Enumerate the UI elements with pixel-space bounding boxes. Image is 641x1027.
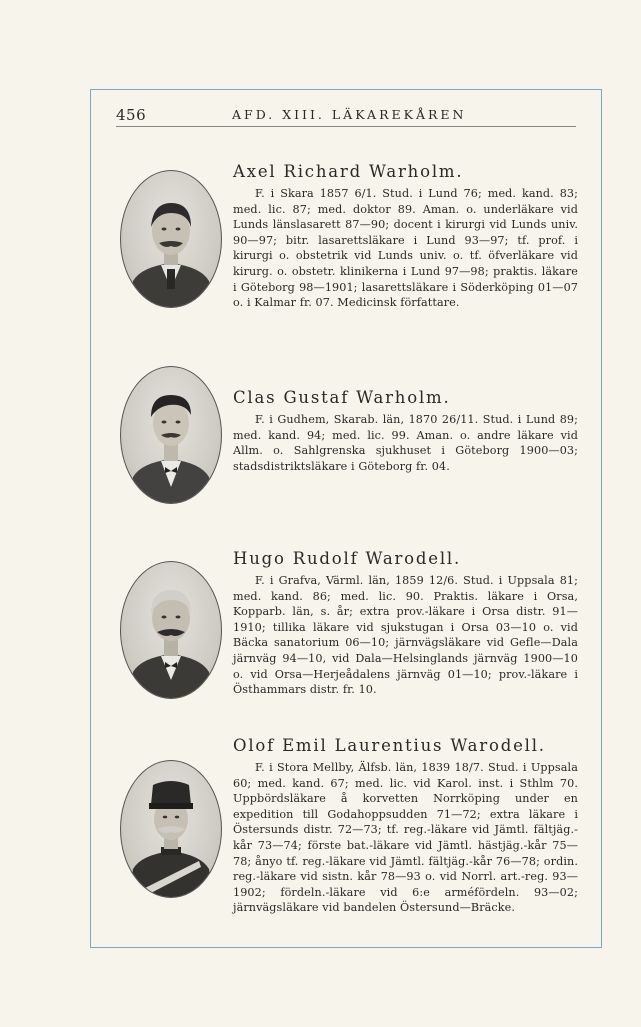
page-number: 456 xyxy=(116,106,147,124)
portrait-figure xyxy=(121,171,221,307)
entry-name: Clas Gustaf Warholm. xyxy=(233,388,451,407)
section-title: AFD. XIII. LÄKAREKÅREN xyxy=(232,107,467,122)
portrait-figure xyxy=(121,761,221,897)
portrait-figure xyxy=(121,562,221,698)
entry-name: Axel Richard Warholm. xyxy=(233,162,464,181)
entry-name: Olof Emil Laurentius Warodell. xyxy=(233,736,546,755)
portrait-photo xyxy=(120,760,222,898)
entry-name: Hugo Rudolf Warodell. xyxy=(233,549,462,568)
entry-biography: F. i Stora Mellby, Älfsb. län, 1839 18/7. Stud. i Uppsala 60; med. kand. 67; med. lic. vid Karol. inst. i Sthlm 70. Uppbördsläkare å korvetten Norrköping under en expedition till Godahoppsudden 71—72; extra läkare i Östersunds distr. 72—73; tf. reg.-läkare vid Jämtl. fältjäg.-kår 73—74; förste bat.-läkare vid Jämtl. hästjäg.-kår 75—78; ånyo tf. reg.-läkare vid Jämtl. fältjäg.-kår 76—78; ordin. reg.-läkare vid sistn. kår 78—93 o. vid Norrl. art.-reg. 93—1902; fördeln.-läkare vid 6:e arméfördeln. 93—02; järnvägsläkare vid bandelen Östersund—Bräcke. xyxy=(233,761,578,915)
entry-biography: F. i Gudhem, Skarab. län, 1870 26/11. Stud. i Lund 89; med. kand. 94; med. lic. 99. Aman. o. andre läkare vid Allm. o. Sahlgrenska sjukhuset i Göteborg 1900—03; stadsdistriktsläkare i Göteborg fr. 04. xyxy=(233,413,578,473)
portrait-photo xyxy=(120,366,222,504)
portrait-photo xyxy=(120,561,222,699)
portrait-photo xyxy=(120,170,222,308)
running-head xyxy=(116,104,576,127)
entry-biography: F. i Grafva, Värml. län, 1859 12/6. Stud. i Uppsala 81; med. kand. 86; med. lic. 90. Praktis. läkare i Orsa, Kopparb. län, s. år; extra prov.-läkare i Orsa distr. 91—1910; tillika läkare vid sjukstugan i Orsa 03—10 o. vid Bäcka sanatorium 06—10; järnvägsläkare vid Gefle—Dala järnväg 94—10, vid Dala—Helsinglands järnväg 1900—10 o. vid Orsa—Herjeådalens järnväg 01—10; prov.-läkare i Östhammars distr. fr. 10. xyxy=(233,574,578,697)
entry-biography: F. i Skara 1857 6/1. Stud. i Lund 76; med. kand. 83; med. lic. 87; med. doktor 89. Aman. o. underläkare vid Lunds länslasarett 87—90; docent i kirurgi vid Lunds univ. 90—97; bitr. lasarettsläkare i Lund 93—97; tf. prof. i kirurgi o. obstetrik vid Lunds univ. o. tf. öfverläkare vid kirurg. o. obstetr. klinikerna i Lund 97—98; praktis. läkare i Göteborg 98—1901; lasarettsläkare i Söderköping 01—07 o. i Kalmar fr. 07. Medicinsk författare. xyxy=(233,187,578,310)
portrait-figure xyxy=(121,367,221,503)
